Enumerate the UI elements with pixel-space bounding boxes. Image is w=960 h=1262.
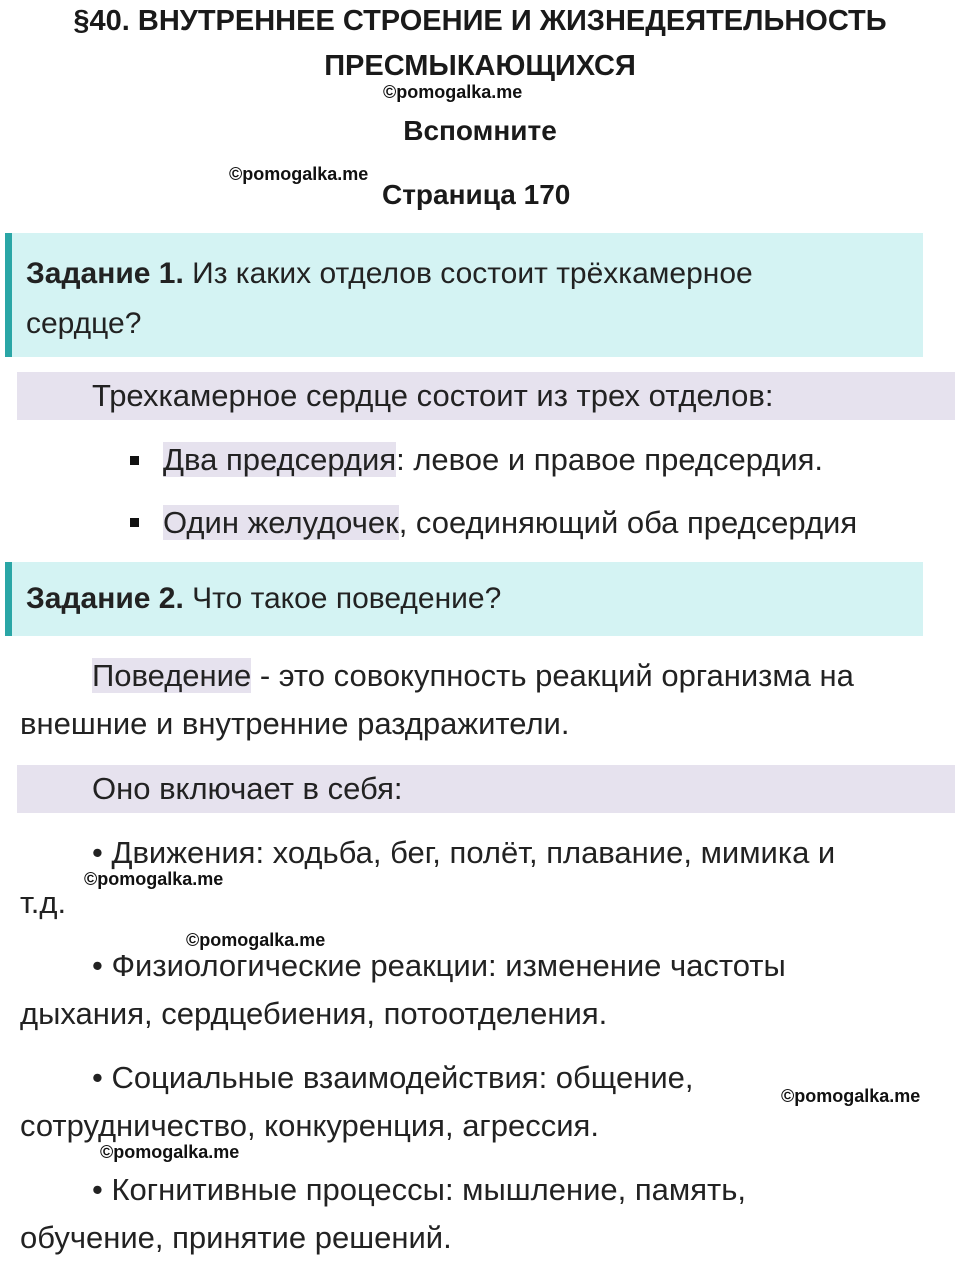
answer-2-def-line1: - это совокупность реакций организма на [251, 658, 854, 693]
square-bullet-icon [130, 456, 139, 465]
task-2-box [5, 562, 923, 636]
task-2-label: Задание 2. [26, 582, 184, 615]
task-1-question-line1: Из каких отделов состоит трёхкамерное [183, 257, 753, 290]
answer-2-item-2-line1: • Физиологические реакции: изменение частоты [92, 948, 786, 983]
task-1-box [5, 233, 923, 357]
answer-2-item-1-line1: • Движения: ходьба, бег, полёт, плавание, мимика и [92, 835, 836, 870]
page-number-heading: Страница 170 [382, 179, 571, 210]
answer-1-intro: Трехкамерное сердце состоит из трех отделов: [92, 378, 774, 413]
task-2-question: Что такое поведение? [183, 582, 502, 615]
watermark: ©pomogalka.me [781, 1086, 921, 1106]
task-1-question-line2: сердце? [26, 307, 142, 340]
watermark: ©pomogalka.me [229, 164, 369, 184]
answer-2-definition-line2: внешние и внутренние раздражители. [20, 706, 570, 741]
answer-1-item-1-rest: : левое и правое предсердия. [396, 442, 824, 477]
square-bullet-icon [130, 518, 139, 527]
answer-2-item-3-line1: • Социальные взаимодействия: общение, [92, 1060, 694, 1095]
watermark: ©pomogalka.me [84, 869, 224, 889]
answer-2-definition-line1 [92, 656, 854, 696]
answer-2-term: Поведение [92, 658, 252, 693]
answer-2-item-3-line2: сотрудничество, конкуренция, агрессия. [20, 1108, 599, 1143]
watermark: ©pomogalka.me [100, 1142, 240, 1162]
page-title-line1: §40. ВНУТРЕННЕЕ СТРОЕНИЕ И ЖИЗНЕДЕЯТЕЛЬНОСТЬ [73, 5, 887, 37]
answer-1-item-1 [163, 440, 823, 480]
watermark: ©pomogalka.me [383, 82, 523, 102]
answer-2-item-2-line2: дыхания, сердцебиения, потоотделения. [20, 996, 608, 1031]
task-1-label: Задание 1. [26, 257, 184, 290]
watermark: ©pomogalka.me [186, 930, 326, 950]
answer-1-item-2 [163, 503, 857, 543]
answer-2-item-4-line1: • Когнитивные процессы: мышление, память, [92, 1172, 746, 1207]
answer-2-includes: Оно включает в себя: [92, 771, 403, 806]
section-heading: Вспомните [403, 115, 557, 146]
answer-2-item-1-line2: т.д. [20, 885, 67, 920]
answer-2-item-4-line2: обучение, принятие решений. [20, 1220, 452, 1255]
answer-1-item-2-term: Один желудочек [163, 505, 399, 540]
page-title-line2: ПРЕСМЫКАЮЩИХСЯ [324, 50, 636, 82]
answer-1-item-1-term: Два предсердия [163, 442, 397, 477]
answer-1-item-2-rest: , соединяющий оба предсердия [398, 505, 858, 540]
